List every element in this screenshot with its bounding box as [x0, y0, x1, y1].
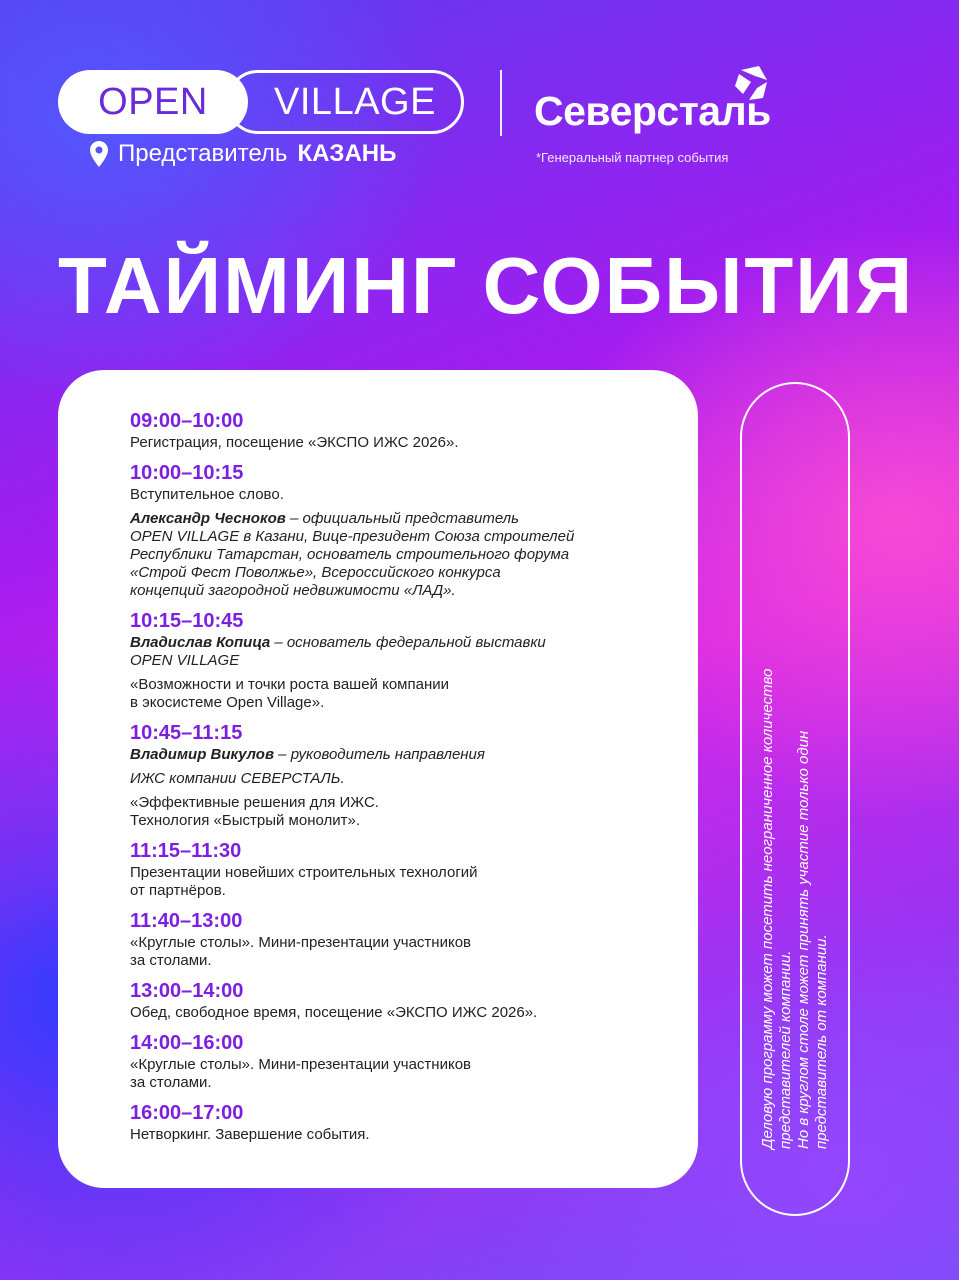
logo-open-text: OPEN	[58, 70, 248, 134]
topic-block	[130, 794, 658, 830]
slot-description: Вступительное слово.	[130, 486, 284, 503]
schedule-slot	[130, 408, 658, 452]
note-line: Деловую программу может посетить неограниченное количество	[759, 668, 776, 1149]
speaker-line: OPEN VILLAGE в Казани, Вице-президент Союза строителей	[130, 528, 575, 545]
speaker-role: – официальный представитель	[285, 510, 520, 527]
slot-description: Обед, свободное время, посещение «ЭКСПО ИЖС 2026».	[130, 1004, 538, 1021]
slot-time: 09:00–10:00	[130, 410, 244, 432]
representative-label: Представитель	[118, 140, 288, 167]
slot-time: 13:00–14:00	[130, 980, 244, 1002]
representative-city	[90, 140, 396, 168]
side-note-text	[759, 449, 831, 1149]
speaker-line: OPEN VILLAGE	[130, 652, 240, 669]
topic-line: Технология «Быстрый монолит».	[130, 812, 361, 829]
slot-description: Презентации новейших строительных технологий	[130, 864, 478, 881]
brand-name: Северсталь	[534, 88, 771, 134]
header-divider	[500, 70, 502, 136]
speaker-role: – руководитель направления	[274, 746, 485, 763]
schedule-slot	[130, 460, 658, 600]
slot-time: 10:00–10:15	[130, 462, 244, 484]
slot-description: Нетворкинг. Завершение события.	[130, 1126, 370, 1143]
speaker-block	[130, 746, 658, 788]
slot-description: за столами.	[130, 952, 212, 969]
topic-line: в экосистеме Open Village».	[130, 694, 325, 711]
topic-line: «Возможности и точки роста вашей компании	[130, 676, 449, 693]
speaker-name: Александр Чесноков	[130, 510, 286, 527]
slot-time: 16:00–17:00	[130, 1102, 244, 1124]
speaker-line: концепций загородной недвижимости «ЛАД».	[130, 582, 456, 599]
note-line: представителей компании.	[777, 950, 794, 1149]
schedule-slot	[130, 608, 658, 712]
note-line: Но в круглом столе может принять участие только один	[795, 730, 812, 1149]
slot-time: 10:45–11:15	[130, 722, 243, 744]
slot-description: «Круглые столы». Мини-презентации участников	[130, 1056, 472, 1073]
speaker-name: Владислав Копица	[130, 634, 271, 651]
schedule-slot	[130, 720, 658, 830]
schedule-slot	[130, 838, 658, 900]
schedule-slot	[130, 1030, 658, 1092]
speaker-name: Владимир Викулов	[130, 746, 275, 763]
speaker-line: ИЖС компании СЕВЕРСТАЛЬ.	[130, 770, 345, 787]
city-name: КАЗАНЬ	[297, 140, 397, 167]
speaker-block	[130, 634, 658, 670]
schedule-slot	[130, 908, 658, 970]
speaker-line: «Строй Фест Поволжье», Всероссийского конкурса	[130, 564, 501, 581]
side-note	[740, 382, 850, 1216]
open-village-logo	[58, 70, 464, 134]
brand-caption: *Генеральный партнер события	[536, 150, 729, 165]
slot-description: «Круглые столы». Мини-презентации участников	[130, 934, 472, 951]
slot-description: за столами.	[130, 1074, 212, 1091]
speaker-line: Республики Татарстан, основатель строительного форума	[130, 546, 570, 563]
location-pin-icon	[90, 141, 108, 167]
topic-block	[130, 676, 658, 712]
topic-line: «Эффективные решения для ИЖС.	[130, 794, 379, 811]
slot-time: 11:40–13:00	[130, 910, 243, 932]
schedule-slot	[130, 978, 658, 1022]
slot-time: 10:15–10:45	[130, 610, 244, 632]
slot-time: 11:15–11:30	[130, 840, 242, 862]
slot-description: от партнёров.	[130, 882, 226, 899]
schedule-card	[58, 370, 698, 1188]
slot-time: 14:00–16:00	[130, 1032, 244, 1054]
speaker-block	[130, 510, 658, 600]
schedule-slot	[130, 1100, 658, 1144]
note-line: представитель от компании.	[813, 934, 830, 1149]
speaker-role: – основатель федеральной выставки	[270, 634, 546, 651]
slot-description: Регистрация, посещение «ЭКСПО ИЖС 2026».	[130, 434, 459, 451]
logo-village-text: VILLAGE	[226, 70, 464, 134]
page-title: ТАЙМИНГ СОБЫТИЯ	[58, 241, 915, 330]
